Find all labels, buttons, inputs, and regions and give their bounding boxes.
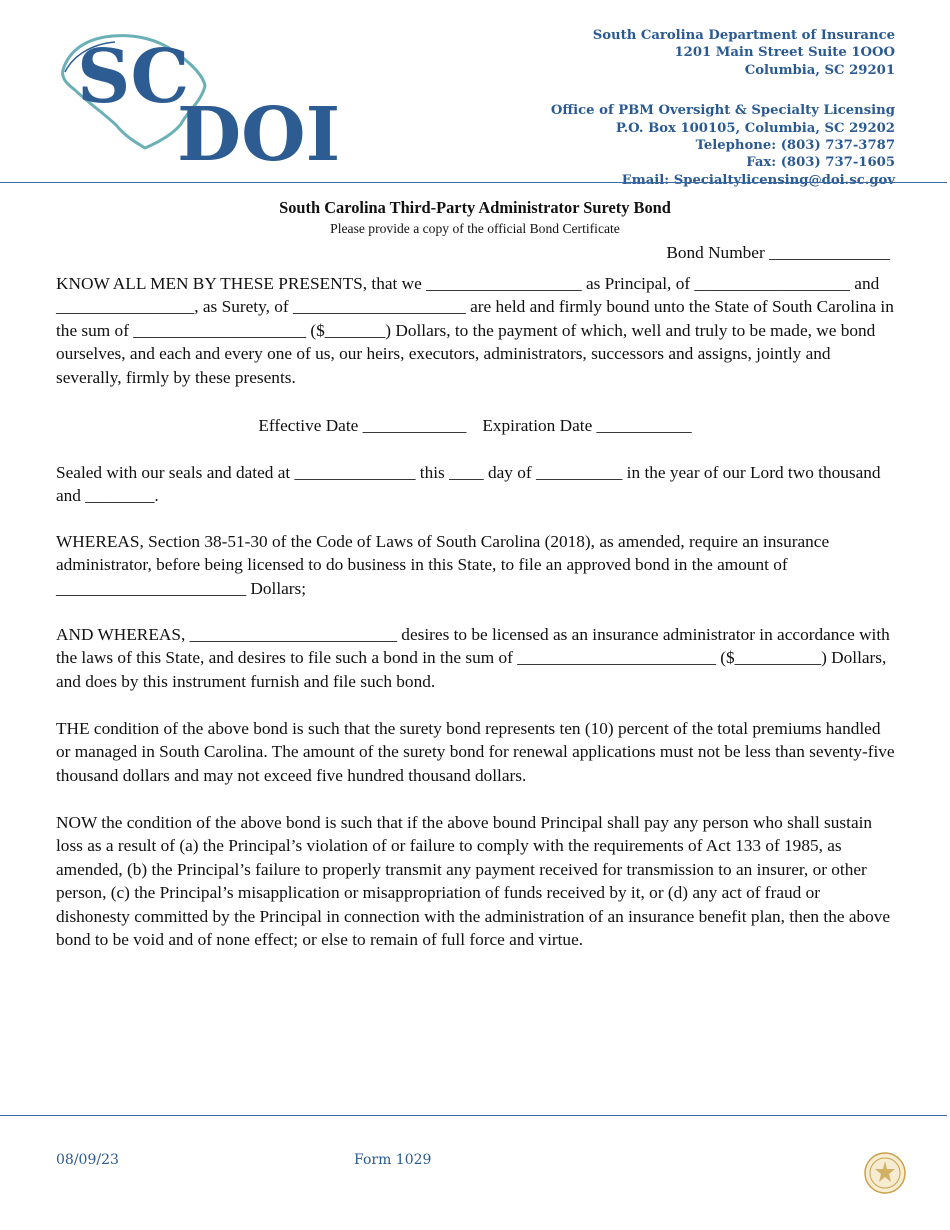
expiration-date-field[interactable]: Expiration Date ___________ <box>482 416 692 435</box>
office-po-box: P.O. Box 100105, Columbia, SC 29202 <box>615 120 895 136</box>
date-fields <box>0 416 950 436</box>
whereas-text: WHEREAS, Section 38-51-30 of the Code of Laws of South Carolina (2018), as amended, require an insurance administrator, before being licensed to do business in this State, to file an approved bond in the amount of ______________________ Dollars; <box>56 532 830 598</box>
document-title: South Carolina Third-Party Administrator Surety Bond <box>279 198 671 217</box>
sealed-paragraph <box>56 461 896 508</box>
agency-contact-block <box>495 27 895 189</box>
effective-date-field[interactable]: Effective Date ____________ <box>258 416 467 435</box>
know-all-text: KNOW ALL MEN BY THESE PRESENTS, that we __________________ as Principal, of __________________ and ________________, as Surety, of ____________________ are held and firmly bound unto the State of South Carolina in the sum of ____________________ ($_______) Dollars, to the payment of which, well and truly to be made, we bond ourselves, and each and every one of us, our heirs, executors, administrators, successors and assigns, jointly and severally, firmly by these presents. <box>56 274 894 387</box>
now-text: NOW the condition of the above bond is such that if the above bound Principal shall pay any person who shall sustain loss as a result of (a) the Principal’s violation of or failure to comply with the requirements of Act 133 of 1985, as amended, (b) the Principal’s failure to properly transmit any payment received for transmission to an insurer, or other person, (c) the Principal’s misapplication or misappropriation of funds received by it, or (d) any act of fraud or dishonesty committed by the Principal in connection with the administration of an insurance benefit plan, then the above bond to be void and of none effect; or else to remain of full force and virtue. <box>56 813 891 950</box>
and-whereas-paragraph <box>56 623 896 693</box>
agency-street: 1201 Main Street Suite 1OOO <box>674 45 895 61</box>
header-divider <box>0 182 947 183</box>
agency-name: South Carolina Department of Insurance <box>592 28 895 43</box>
state-seal-icon <box>864 1152 906 1194</box>
know-all-paragraph <box>56 272 896 389</box>
footer-form-number: Form 1029 <box>354 1152 432 1168</box>
whereas-paragraph <box>56 530 896 600</box>
condition-text: THE condition of the above bond is such that the surety bond represents ten (10) percent of the total premiums handled or managed in South Carolina. The amount of the surety bond for renewal applications must not be less than seventy-five thousand dollars and may not exceed five hundred thousand dollars. <box>56 719 895 785</box>
and-whereas-text: AND WHEREAS, ________________________ desires to be licensed as an insurance administrator in accordance with the laws of this State, and desires to file such a bond in the sum of _______________________ ($__________) Dollars, and does by this instrument furnish and file such bond. <box>56 625 890 691</box>
agency-city: Columbia, SC 29201 <box>744 62 895 78</box>
office-name: Office of PBM Oversight & Specialty Licensing <box>550 103 895 119</box>
document-subtitle: Please provide a copy of the official Bond Certificate <box>330 221 620 236</box>
office-telephone: Telephone: (803) 737-3787 <box>695 138 895 154</box>
office-email[interactable]: Email: Specialtylicensing@doi.sc.gov <box>621 172 895 188</box>
condition-paragraph <box>56 717 896 787</box>
office-fax: Fax: (803) 737-1605 <box>746 155 895 171</box>
now-paragraph <box>56 811 896 951</box>
sealed-text: Sealed with our seals and dated at ______________ this ____ day of __________ in the year of our Lord two thousand and ________. <box>56 463 881 506</box>
footer-divider <box>0 1115 947 1116</box>
scdoi-logo <box>55 30 350 170</box>
logo-doi-text: DOI <box>177 92 341 170</box>
logo-sc-text: SC <box>77 34 190 120</box>
footer-date: 08/09/23 <box>56 1152 119 1168</box>
bond-number-field[interactable]: Bond Number ______________ <box>666 243 890 262</box>
